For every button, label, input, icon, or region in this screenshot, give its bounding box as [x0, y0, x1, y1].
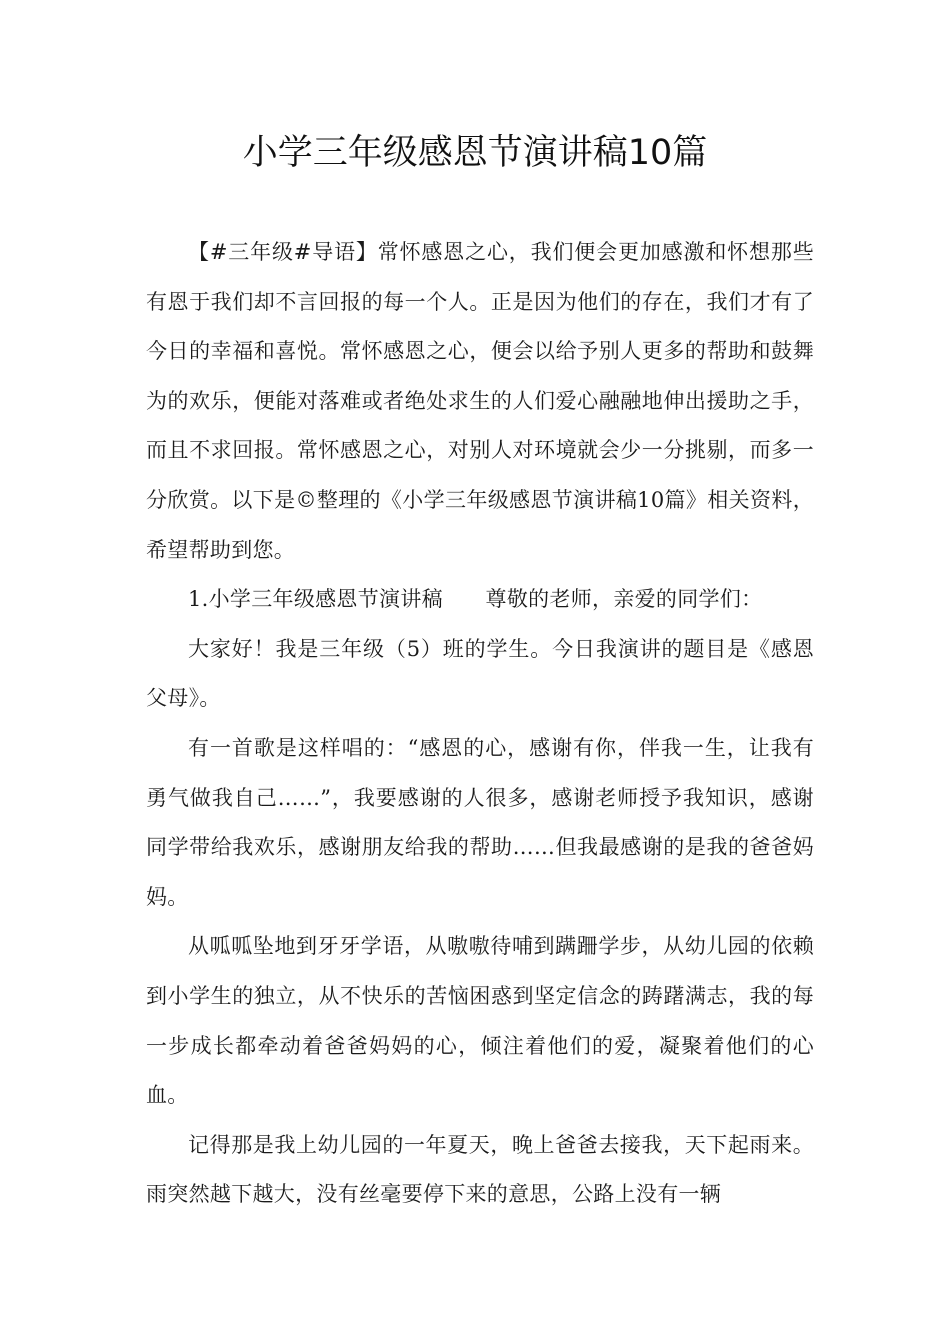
paragraph-intro: 【#三年级#导语】常怀感恩之心，我们便会更加感激和怀想那些有恩于我们却不言回报的每一个人。正是因为他们的存在，我们才有了今日的幸福和喜悦。常怀感恩之心，便会以给予别人更多的帮助和鼓舞为的欢乐，便能对落难或者绝处求生的人们爱心融融地伸出援助之手，而且不求回报。常怀感恩之心，对别人对环境就会少一分挑剔，而多一分欣赏。以下是©整理的《小学三年级感恩节演讲稿10篇》相关资料，希望帮助到您。 — [146, 240, 814, 562]
document-title: 小学三年级感恩节演讲稿10篇 — [242, 133, 708, 173]
paragraph-memory: 记得那是我上幼儿园的一年夏天，晚上爸爸去接我，天下起雨来。雨突然越下越大，没有丝毫要停下来的意思，公路上没有一辆 — [146, 1132, 814, 1207]
paragraph-greeting: 大家好！我是三年级（5）班的学生。今日我演讲的题目是《感恩父母》。 — [146, 636, 814, 711]
paragraph-growth: 从呱呱坠地到牙牙学语，从嗷嗷待哺到蹒跚学步，从幼儿园的依赖到小学生的独立，从不快乐的苦恼困惑到坚定信念的踌躇满志，我的每一步成长都牵动着爸爸妈妈的心，倾注着他们的爱，凝聚着他们的心血。 — [146, 934, 814, 1108]
document-body — [146, 228, 814, 1220]
paragraph-speech-heading: 1.小学三年级感恩节演讲稿 尊敬的老师，亲爱的同学们： — [188, 587, 763, 612]
paragraph-song: 有一首歌是这样唱的：“感恩的心，感谢有你，伴我一生，让我有勇气做我自己……”，我要感谢的人很多，感谢老师授予我知识，感谢同学带给我欢乐，感谢朋友给我的帮助……但我最感谢的是我的爸爸妈妈。 — [146, 735, 814, 909]
